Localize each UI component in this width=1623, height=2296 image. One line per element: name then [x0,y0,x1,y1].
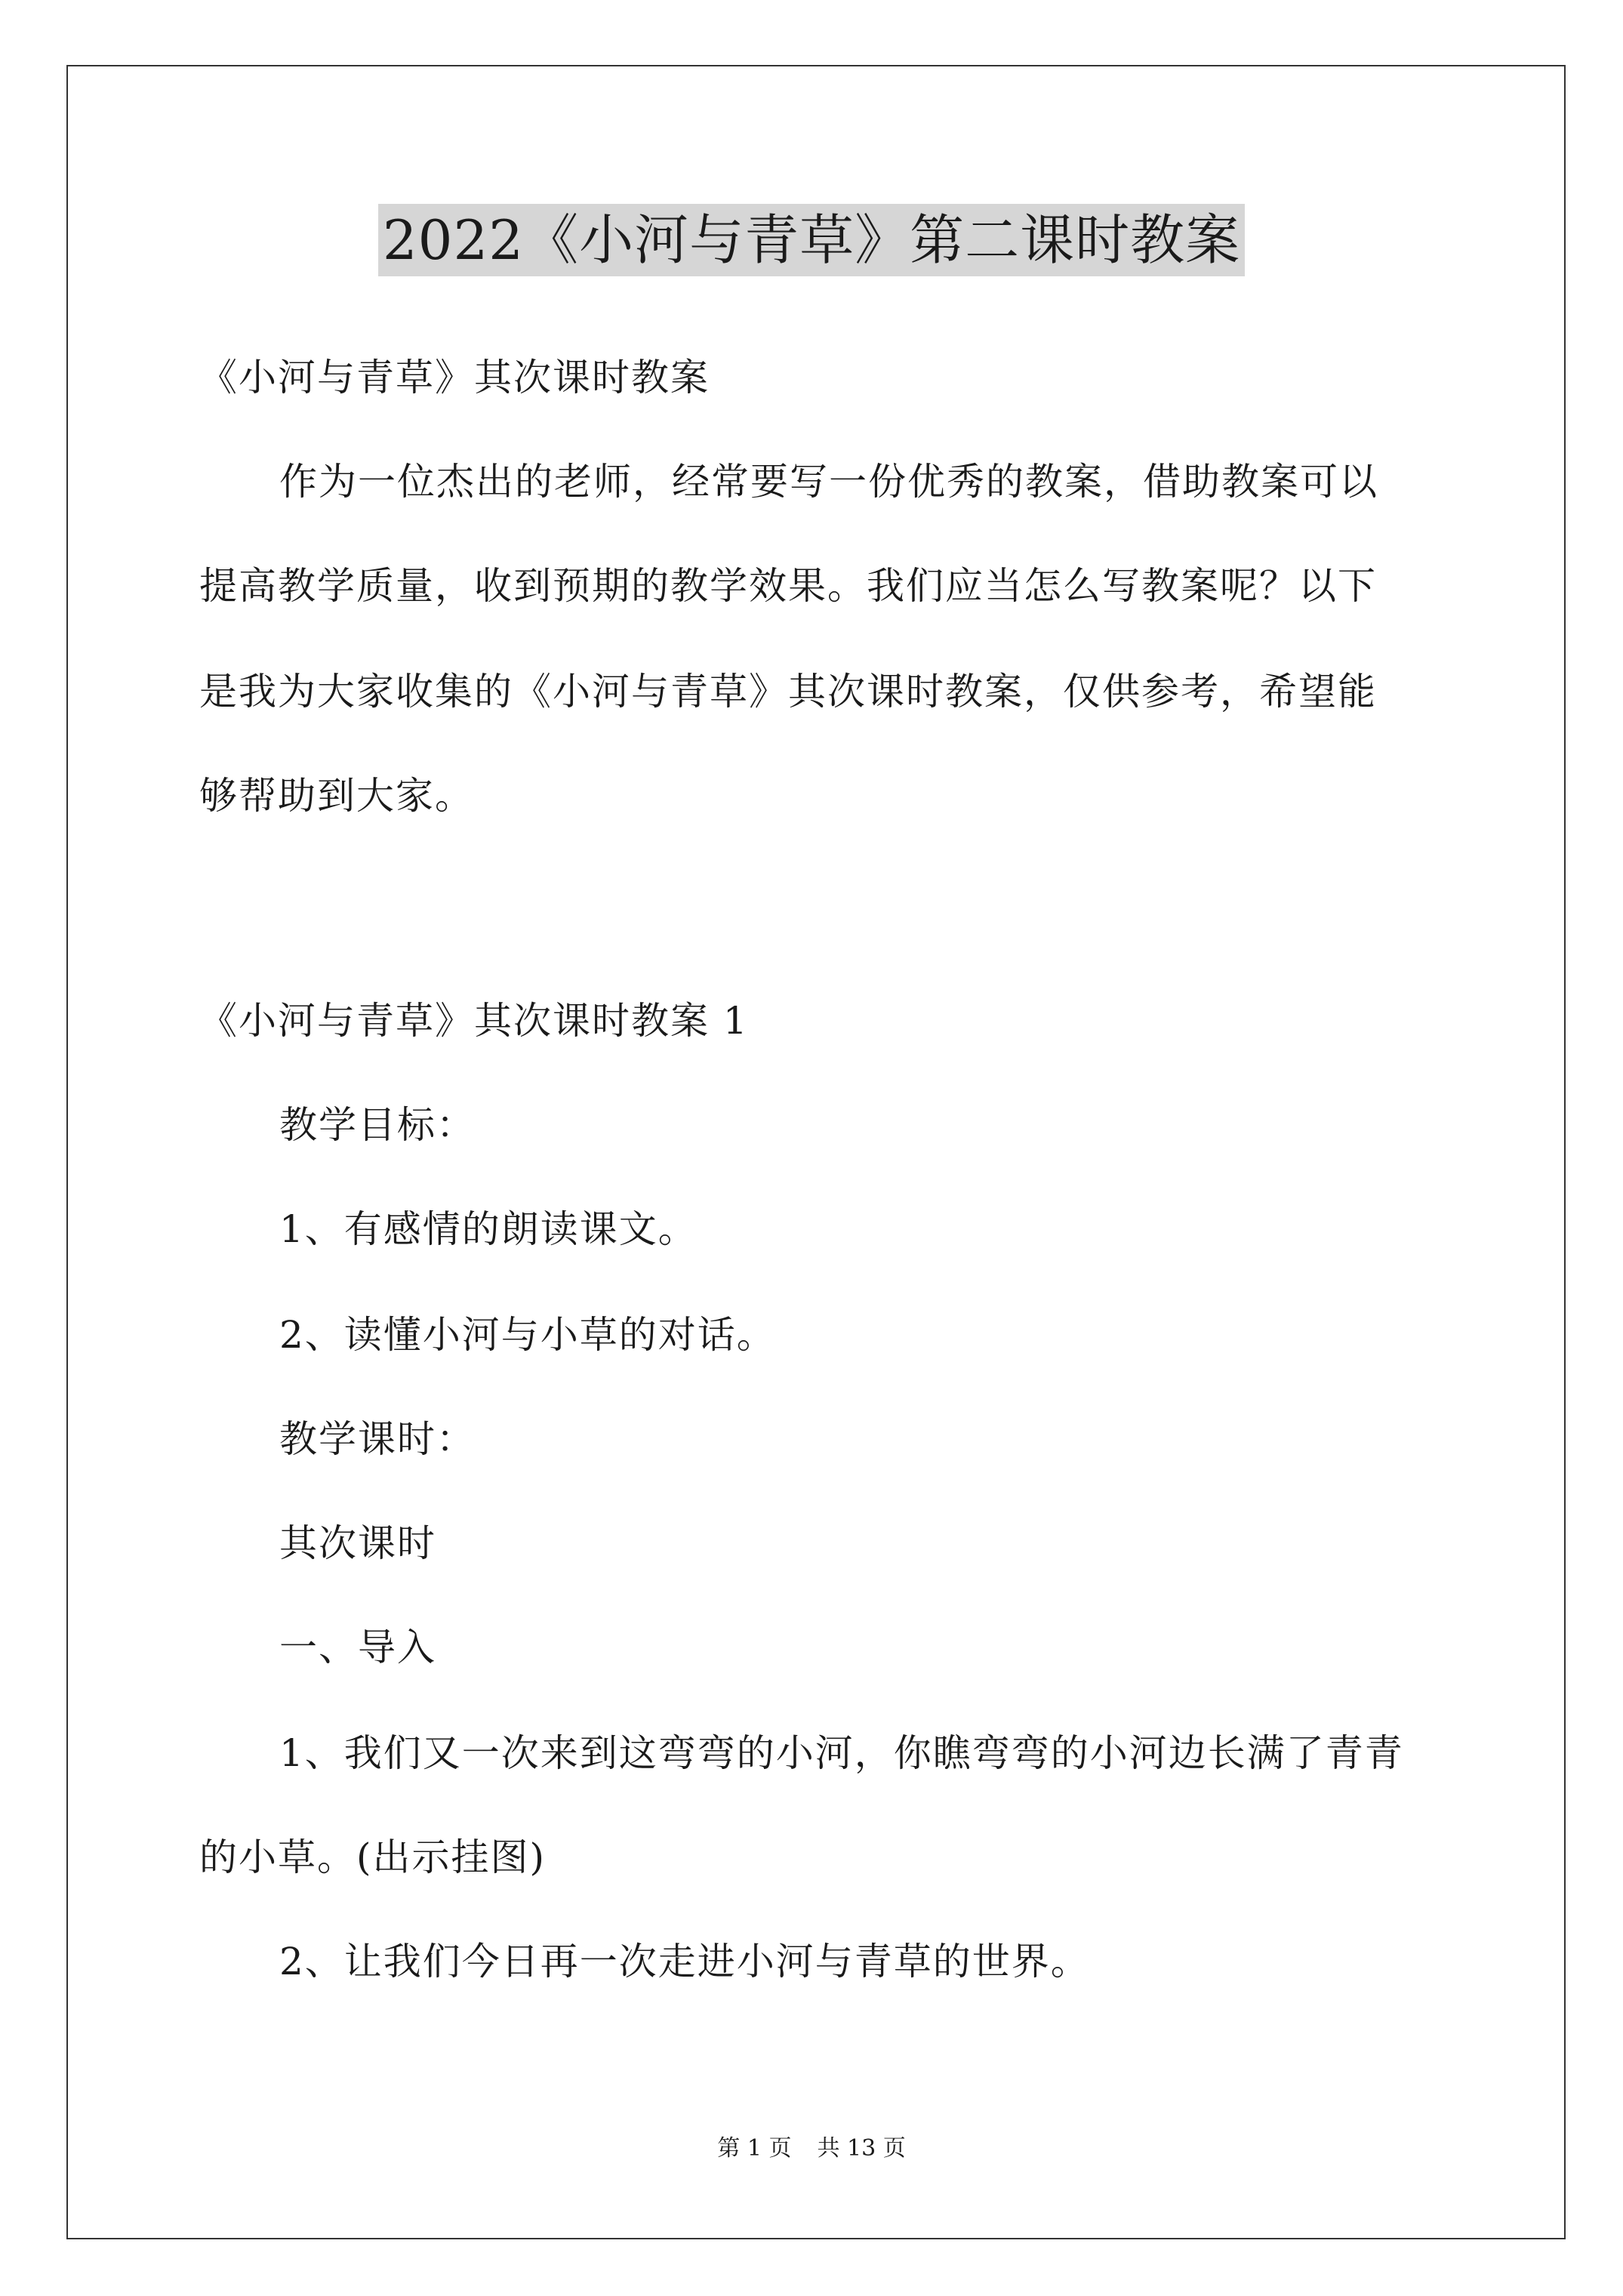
paragraph-line: 够帮助到大家。 [199,774,474,818]
paragraph-line: 教学课时： [279,1417,476,1461]
paragraph-line: 是我为大家收集的《小河与青草》其次课时教案，仅供参考，希望能 [199,670,1377,713]
paragraph-line: 2、让我们今日再一次走进小河与青草的世界。 [279,1940,1090,1983]
paragraph-line: 2、读懂小河与小草的对话。 [279,1313,776,1357]
paragraph-line: 教学目标： [279,1103,476,1147]
paragraph-line: 提高教学质量，收到预期的教学效果。我们应当怎么写教案呢？以下 [199,564,1377,608]
paragraph-line: 的小草。(出示挂图) [199,1835,547,1879]
section-heading: 《小河与青草》其次课时教案 1 [199,999,749,1043]
page-footer [0,2134,1623,2164]
title-container [0,204,1623,276]
paragraph-line: 1、我们又一次来到这弯弯的小河，你瞧弯弯的小河边长满了青青 [279,1731,1404,1775]
subtitle-line: 《小河与青草》其次课时教案 [199,356,710,399]
paragraph-line: 一、导入 [279,1626,436,1669]
paragraph-line: 1、有感情的朗读课文。 [279,1207,698,1251]
document-title: 2022《小河与青草》第二课时教案 [378,204,1245,276]
paragraph-line: 作为一位杰出的老师，经常要写一份优秀的教案，借助教案可以 [279,460,1378,504]
paragraph-line: 其次课时 [279,1521,436,1565]
page-total: 共 13 页 [817,2135,906,2162]
page-number: 第 1 页 [717,2135,792,2162]
